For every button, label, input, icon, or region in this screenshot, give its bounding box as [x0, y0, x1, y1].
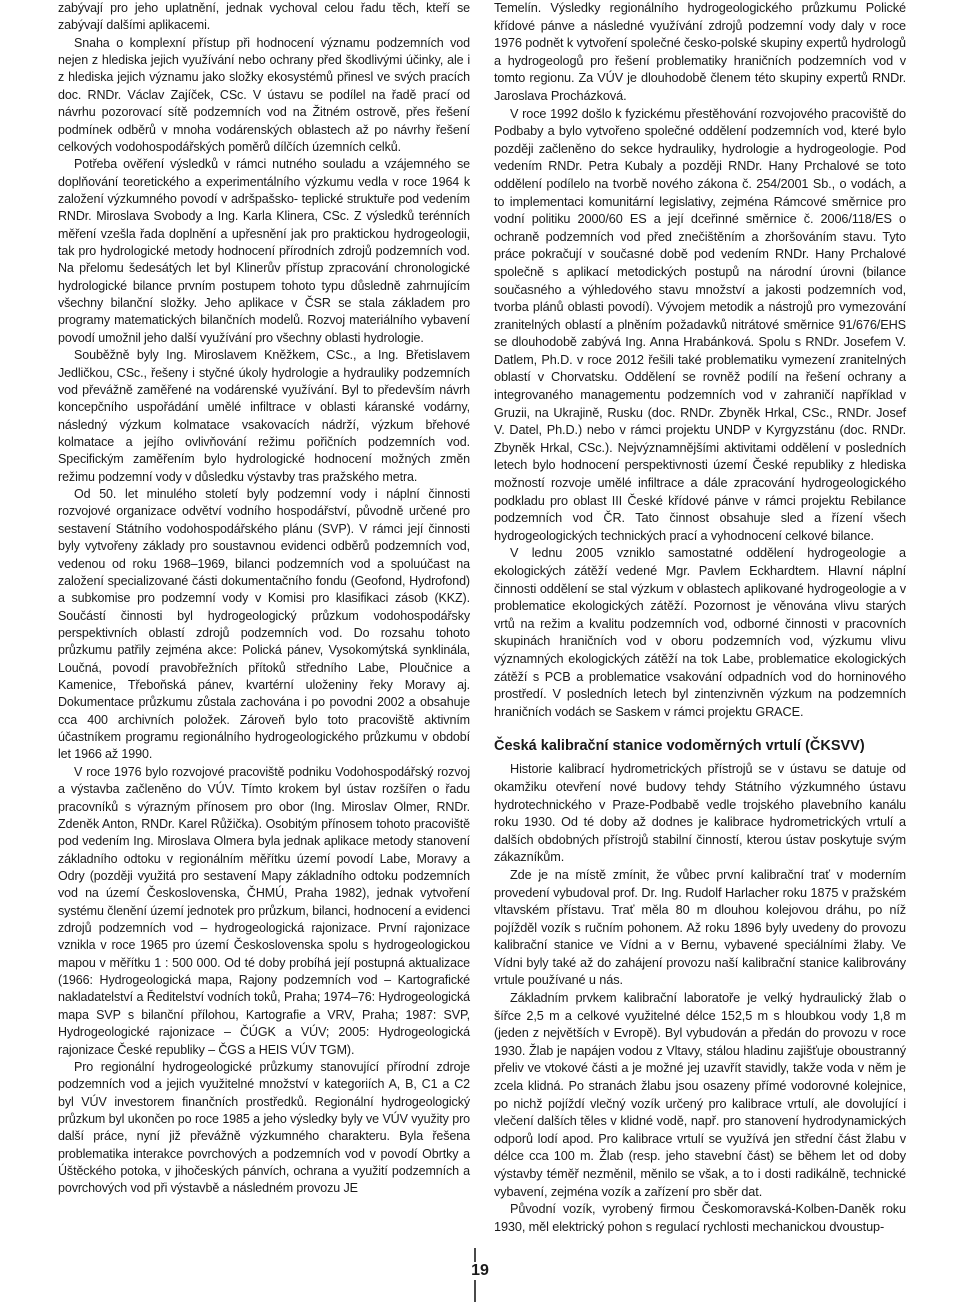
- body-paragraph: Historie kalibrací hydrometrických přístrojů se v ústavu se datuje od okamžiku otevření nové budovy tehdy Státního výzkumného ústavu hydrotechnického v Praze-Podbabě vedle trojského plavebního kanálu roku 1930. Od té doby až dodnes je kalibrace hydrometrických vrtulí a dalších obdobných přístrojů stabilní činností, kterou ústav poskytuje svým zákazníkům.: [494, 762, 906, 865]
- body-paragraph: Od 50. let minulého století byly podzemní vody i náplní činnosti rozvojové organizace odvětví vodního hospodářství, původně určené pro sestavení Státního vodohospodářského plánu (SVP). V rámci její činnosti byly vytvořeny základy pro soustavnou evidenci odběrů podzemních vod, vedenou od roku 1968–1969, bilanci podzemních vod a spoluúčast na založení specializované části dokumentačního fondu (Geofond, Hydrofond) a subkomise pro podzemní vody v Komisi pro klasifikaci zásob (KKZ). Součástí činnosti byl hydrogeologický průzkum vodohospodářsky perspektivních oblastí zdrojů podzemních vod. Do rozsahu tohoto průzkumu patřily zejména akce: Polická pánev, Vysokomýtská synklinála, Loučná, povodí pravobřežních přítoků středního Labe, Ploučnice a Kamenice, Třeboňská pánev, kvartérní uloženiny řeky Moravy aj. Dokumentace průzkumu zůstala zachována i po povodni 2002 a obsahuje cca 400 archivních položek. Zároveň bylo toto pracoviště aktivním účastníkem programu regionálního hydrogeologického průzkumu v období let 1966 až 1990.: [58, 487, 470, 762]
- body-paragraph: Základním prvkem kalibrační laboratoře je velký hydraulický žlab o šířce 2,5 m a celkové využitelné délce 152,5 m s hloubkou vody 1,8 m (jeden z největších v Evropě). Byl vybudován a předán do provozu v roce 1930. Žlab je napájen vodou z Vltavy, stálou hladinu zajišťuje oboustranný přeliv ve vtokové části a je možné jej uzavřít stavidly, takže voda v něm je zcela klidná. Po stranách žlabu jsou osazeny přímé vodorovné kolejnice, po nichž pojíždí vlečný vozík určený pro kalibrace vrtulí, ale dovolující i vlečení dalších těles v klidné vodě, např. pro stanovení hydrodynamických odporů lodí apod. Pro kalibrace vrtulí se využívá jen střední část žlabu v délce cca 100 m. Žlab (resp. jeho stavební část) se během let od doby výstavby téměř nezměnil, měnilo se však, a to i dosti radikálně, technické vybavení, zejména vozík a zařízení pro sběr dat.: [494, 991, 906, 1199]
- body-paragraph: Souběžně byly Ing. Miroslavem Kněžkem, CSc., a Ing. Břetislavem Jedličkou, CSc., řešeny i styčné úkoly hydrologie a hydrauliky podzemních vod převážně zaměřené na vodárenské využívání. Byl to především návrh koncepčního uspořádání umělé infiltrace v oblasti káranské vodárny, následný výzkum kolmatace vsakovacích nádrží, výzkum břehové kolmatace a jejího ovlivňování režimu pořičních podzemních vod. Specifickým zaměřením bylo hydrologické hodnocení možných změn režimu podzemní vody v důsledku výstavby tras pražského metra.: [58, 348, 470, 484]
- right-text-column: [494, 0, 906, 1236]
- body-paragraph: V roce 1976 bylo rozvojové pracoviště podniku Vodohospodářský rozvoj a výstavba začleněno do VÚV. Tímto krokem byl ústav rozšířen o řadu pracovníků s výrazným přínosem pro obor (Ing. Miroslav Olmer, RNDr. Zdeněk Anton, RNDr. Karel Růžička). Osobitým přínosem tohoto pracoviště pod vedením Ing. Miroslava Olmera byla jednak aplikace metody stanovení základního odtoku v regionálním měřítku území povodí Labe, Moravy a Odry (později využitá pro sestavení Mapy základního odtoku podzemních vod na území Československa, ČHMÚ, Praha 1982), jednak vytvoření systému členění území jednotek pro průzkum, bilanci, hodnocení a evidenci zdrojů podzemních vod – hydrogeologická rajonizace. První rajonizace vznikla v roce 1965 pro území Československa spolu s hydrogeologickou mapou v měřítku 1 : 500 000. Od té doby probíhá její postupná aktualizace (1966: Hydrogeologická mapa, Rajony podzemních vod – Kartografické nakladatelství a Ředitelství vodních toků, Praha; 1974–76: Hydrogeologická mapa SVP s bilanční přílohou, Kartografie a VRV, Praha; 1987: SVP, Hydrogeologické rajonizace – ČÚGK a VÚV; 2005: Hydrogeologická rajonizace České republiky – ČGS a HEIS VÚV TGM).: [58, 764, 470, 1057]
- body-paragraph: Temelín. Výsledky regionálního hydrogeologického průzkumu Polické křídové pánve a následné využívání zdrojů podzemní vody daly v roce 1976 podnět k vytvoření společné česko-polské skupiny expertů hydrologů a hydrogeologů pro řešení problematiky hraničních podzemních vod v tomto regionu. Za VÚV je dlouhodobě členem této skupiny expertů RNDr. Jaroslava Procházková.: [494, 1, 906, 103]
- body-paragraph: Pro regionální hydrogeologické průzkumy stanovující přírodní zdroje podzemních vod a jejich využitelné množství v kategoriích A, B, C1 a C2 byl VÚV investorem finančních prostředků. Regionální hydrogeologický průzkum byl ukončen po roce 1985 a jeho výsledky byly ve VÚV využity pro další práce, nyní již převážně výzkumného charakteru. Byla řešena problematika interakce povrchových a podzemních vod v povodí Obrtky a Úštěckého potoka, v jihočeských pánvích, ochrana a využití podzemních a povrchových vod při výstavbě a následném provozu JE: [58, 1059, 470, 1196]
- section-heading: Česká kalibrační stanice vodoměrných vrtulí (ČKSVV): [494, 738, 865, 755]
- body-paragraph: zabývají pro jeho uplatnění, jednak vychoval celou řadu těch, kteří se zabývají dalšími aplikacemi.: [58, 1, 470, 33]
- page-number: 19: [460, 1262, 500, 1280]
- left-text-column: [58, 0, 470, 1198]
- body-paragraph: Snaha o komplexní přístup při hodnocení významu podzemních vod nejen z hlediska jejich využívání nebo ochrany před škodlivými účinky, ale i z hlediska jejich významu jako složky ekosystémů přinesl ve svých pracích doc. RNDr. Václav Zajíček, CSc. V ústavu se podílel na řadě prací od návrhu pozorovací sítě podzemních vod na Žitném ostrově, přes řešení podmínek odběrů v mnoha vodárenských oblastech až po návrhy řešení celkových vodohospodářských poměrů dílčích územních celků.: [58, 35, 470, 154]
- body-paragraph: V roce 1992 došlo k fyzickému přestěhování rozvojového pracoviště do Podbaby a bylo vytvořeno společné oddělení podzemních vod, které bylo později začleněno do sekce hydrauliky, hydrologie a hydrogeologie. Pod vedením RNDr. Petra Kubaly a později RNDr. Hany Prchalové se toto oddělení podílelo na tvorbě nového zákona č. 254/2001 Sb., o vodách, a to implementaci komunitární legislativy, zejména Rámcové směrnice pro vodní politiku 2000/60 ES a její dceřinné směrnice č. 2006/118/ES o ochraně podzemních vod před znečištěním a zhoršováním stavu. Tyto práce pokračují v současné době pod vedením RNDr. Hany Prchalové společně s aplikací metodických postupů na národní úrovni (bilance současného a výhledového stavu množství a jakosti podzemních vod, tvorba plánů oblasti povodí). Vývojem metodik a nástrojů pro vymezování zranitelných oblastí a plněním požadavků nitrátové směrnice 91/676/EHS se dlouhodobě zabývá Ing. Anna Hrabánková. Spolu s RNDr. Josefem V. Datlem, Ph.D. v roce 2012 řešili také problematiku vymezení zranitelných oblastí v Chorvatsku. Oddělení se rovněž podílí na řešení ochrany a integrovaného managementu podzemních vod v zahraničí například v Gruzii, na Ukrajině, Rusku (doc. RNDr. Zbyněk Hrkal, CSc., RNDr. Josef V. Datel, Ph.D.) nebo v rámci projektu UNDP v Kyrgyzstánu (doc. RNDr. Zbyněk Hrkal, CSc.). Nejvýznamnějšími aktivitami oddělení v posledních letech bylo hodnocení perspektivnosti území České republiky z hlediska možností rozvoje umělé infiltrace a dále zpracování hydrogeologického podkladu pro oblast III České křídové pánve v rámci projektu Rebilance podzemních vod ČR. Tato činnost obsahuje sled a řízení všech hydrogeologických technických prací a vyhodnocení celkové bilance.: [494, 106, 906, 543]
- body-paragraph: Původní vozík, vyrobený firmou Českomoravská-Kolben-Daněk roku 1930, měl elektrický pohon s regulací rychlosti mechanickou dvoustup-: [494, 1202, 906, 1234]
- body-paragraph: Zde je na místě zmínit, že vůbec první kalibrační trať v moderním provedení vybudoval prof. Dr. Ing. Rudolf Harlacher roku 1875 v pražském vltavském přístavu. Trať měla 80 m dlouhou kolejovou dráhu, po níž pojížděl vozík s ručním pohonem. Až roku 1896 byly uvedeny do provozu kalibrační stanice ve Vídni a v Bernu, vybavené speciálními žlaby. Ve Vídni byly také až do zahájení provozu naší kalibrační stanice kalibrovány vrtule používané u nás.: [494, 867, 906, 988]
- body-paragraph: Potřeba ověření výsledků v rámci nutného souladu a vzájemného se doplňování teoretického a experimentálního výzkumu vedla v roce 1964 k založení výzkumného povodí v adršpašsko- teplické struktuře pod vedením RNDr. Miroslava Svobody a Ing. Karla Klinera, CSc. Z výsledků terénních měření vzešla řada doplnění a upřesnění jak pro praktickou hydrogeologii, tak pro hydrologické metody hodnocení přírodních zdrojů podzemních vod. Na přelomu šedesátých let byl Klinerův přístup zpracování chronologické hydrologické bilance prvním postupem tohoto typu důsledně zahrnujícím všechny bilanční složky. Jeho aplikace v ČSR se stala základem pro programy matematických bilančních modelů. Rozvoj materiálního vybavení povodí umožnil jeho další využívání pro všechny oblasti hydrologie.: [58, 157, 470, 345]
- body-paragraph: V lednu 2005 vzniklo samostatné oddělení hydrogeologie a ekologických zátěží vedené Mgr. Pavlem Eckhardtem. Hlavní náplní činnosti oddělení se stal výzkum v oblastech aplikované hydrogeologie a v problematice ekologických zátěží. Pozornost je věnována vlivu starých vrtů na režim a kvalitu podzemních vod, odborné činnosti v pracovních skupinách hraničních vod v oboru podzemních vod, výzkumu vlivu významných ekologických zátěží na tok Labe, problematice ekologických zátěží s PCB a problematice vsakování odpadních vod do horninového prostředí. V posledních letech byl zintenzivněn výzkum na podzemních hraničních vodách se Saskem v rámci projektu GRACE.: [494, 546, 906, 719]
